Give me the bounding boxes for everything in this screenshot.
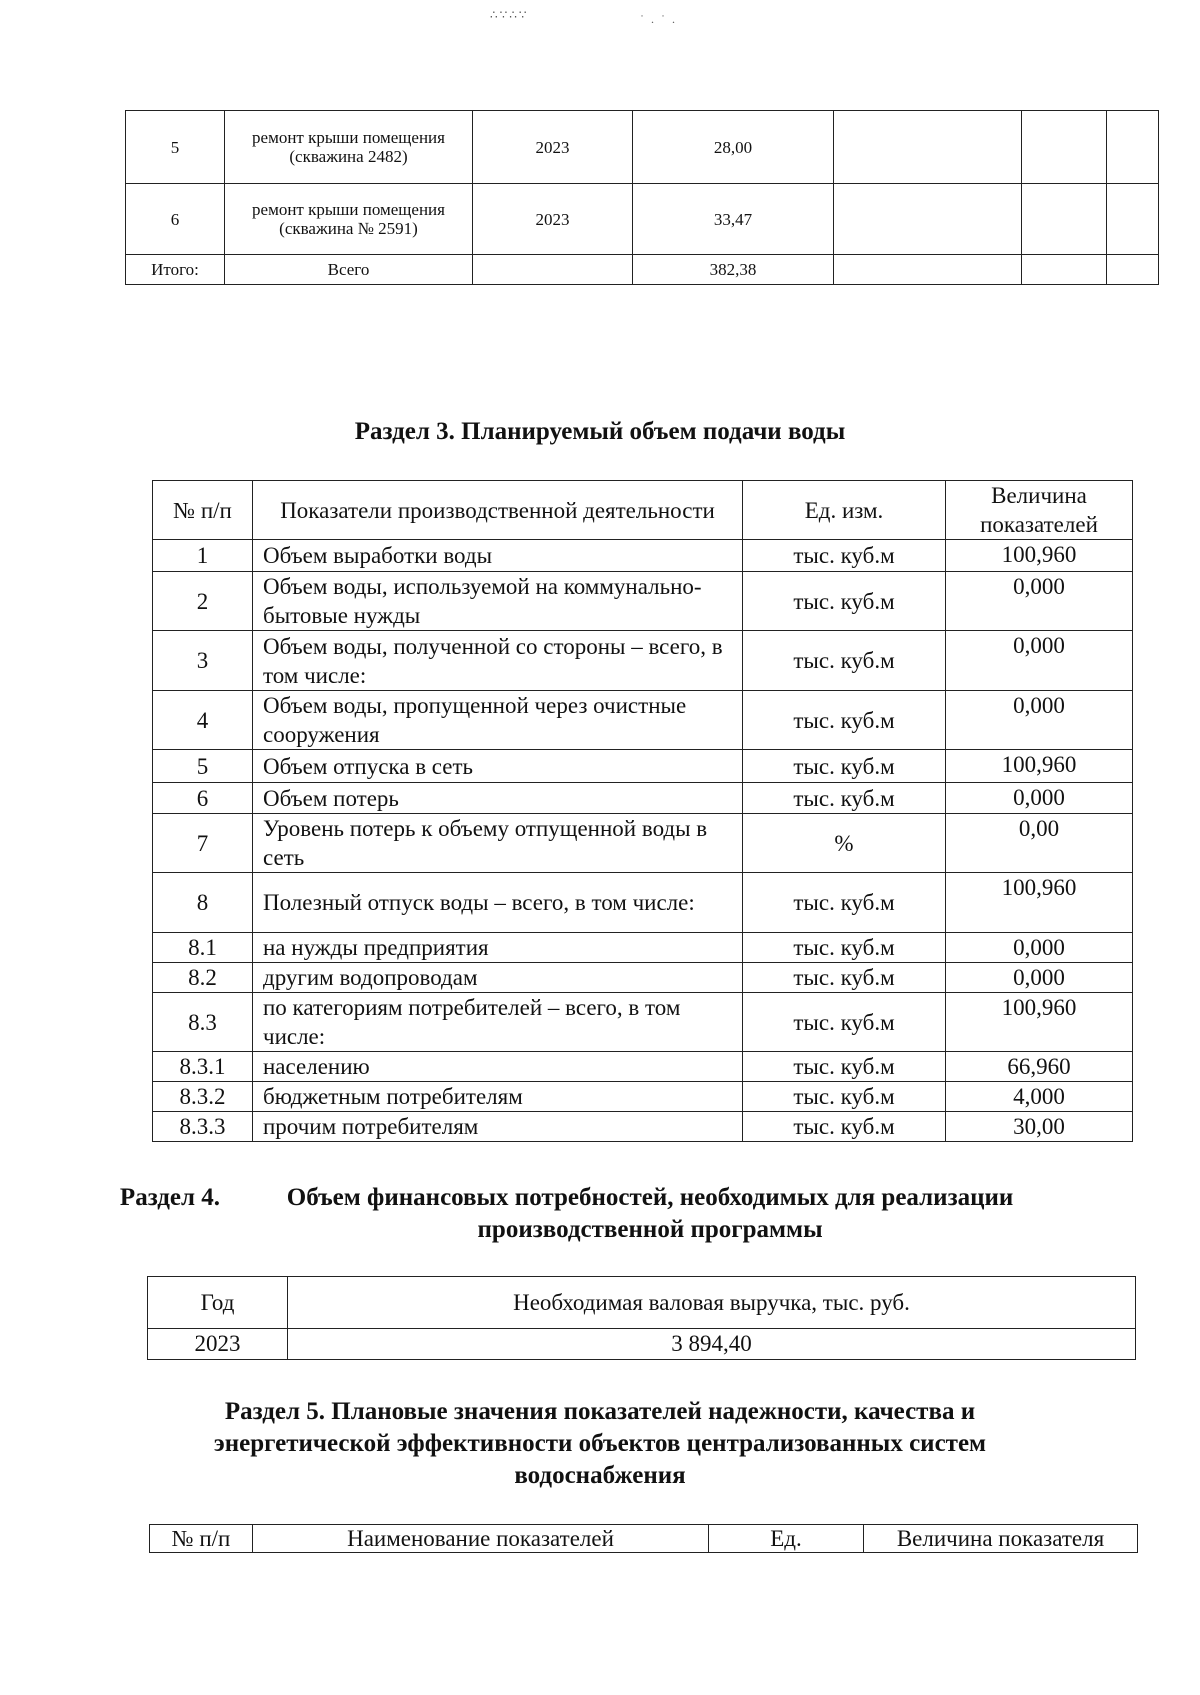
header-unit: Ед. изм.: [743, 481, 946, 540]
table-row: [153, 933, 1133, 963]
table-row: [153, 691, 1133, 750]
table-header: [148, 1277, 1136, 1329]
indicator-value: 0,000: [946, 783, 1133, 814]
total-amount: 382,38: [633, 255, 834, 285]
header-num: № п/п: [150, 1525, 253, 1553]
revenue-year: 2023: [148, 1329, 288, 1360]
indicator-value: 100,960: [946, 750, 1133, 783]
scan-artifact: ˙ . ˙ .: [640, 12, 677, 26]
empty-cell: [1107, 255, 1159, 285]
empty-cell: [1022, 255, 1107, 285]
row-number: 8.3.3: [153, 1112, 253, 1142]
total-row: [126, 255, 1159, 285]
header-name: Наименование показателей: [253, 1525, 709, 1553]
indicator-value: 4,000: [946, 1082, 1133, 1112]
total-year: [473, 255, 633, 285]
row-number: 6: [153, 783, 253, 814]
works-table: [125, 110, 1159, 285]
row-number: 5: [126, 111, 225, 184]
indicator-name: прочим потребителям: [253, 1112, 743, 1142]
indicator-value: 100,960: [946, 993, 1133, 1052]
row-number: 4: [153, 691, 253, 750]
section-5-number: Раздел 5.: [224, 1398, 326, 1425]
work-name: ремонт крыши помещения (скважина № 2591): [225, 184, 473, 255]
row-number: 8.1: [153, 933, 253, 963]
table-header: [153, 481, 1133, 540]
header-value: Величина показателя: [864, 1525, 1138, 1553]
row-number: 8.2: [153, 963, 253, 993]
indicator-value: 0,000: [946, 631, 1133, 691]
table-row: [153, 993, 1133, 1052]
indicator-value: 0,00: [946, 814, 1133, 873]
empty-cell: [834, 255, 1022, 285]
empty-cell: [1107, 184, 1159, 255]
section-3-title: [0, 416, 1200, 448]
row-number: 8.3: [153, 993, 253, 1052]
indicator-unit: тыс. куб.м: [743, 691, 946, 750]
indicator-unit: тыс. куб.м: [743, 1052, 946, 1082]
table-row: [153, 1052, 1133, 1082]
indicator-unit: тыс. куб.м: [743, 963, 946, 993]
table-row: [153, 814, 1133, 873]
indicator-name: Объем воды, полученной со стороны – всего, в том числе:: [253, 631, 743, 691]
indicator-value: 0,000: [946, 963, 1133, 993]
section-5-text: Плановые значения показателей надежности, качества и энергетической эффективности объектов централизованных систем водоснабжения: [213, 1398, 987, 1489]
section-3-text: Планируемый объем подачи воды: [454, 418, 846, 445]
indicator-name: бюджетным потребителям: [253, 1082, 743, 1112]
indicator-unit: тыс. куб.м: [743, 540, 946, 572]
table-row: [153, 963, 1133, 993]
section-5-title: [0, 1396, 1200, 1492]
empty-cell: [834, 184, 1022, 255]
section-4-text: Объем финансовых потребностей, необходимых для реализации производственной программы: [286, 1184, 1014, 1243]
work-year: 2023: [473, 184, 633, 255]
header-indicator: Показатели производственной деятельности: [253, 481, 743, 540]
table-row: [153, 631, 1133, 691]
indicator-unit: тыс. куб.м: [743, 572, 946, 631]
indicator-name: Полезный отпуск воды – всего, в том числе:: [253, 873, 743, 933]
indicator-value: 0,000: [946, 572, 1133, 631]
indicator-name: Уровень потерь к объему отпущенной воды в сеть: [253, 814, 743, 873]
indicator-unit: тыс. куб.м: [743, 1112, 946, 1142]
header-unit: Ед.: [709, 1525, 864, 1553]
table-row: [153, 750, 1133, 783]
table-row: [153, 1112, 1133, 1142]
table-row: [153, 783, 1133, 814]
table-header: [150, 1525, 1138, 1553]
indicator-unit: тыс. куб.м: [743, 933, 946, 963]
empty-cell: [1022, 111, 1107, 184]
indicator-name: Объем отпуска в сеть: [253, 750, 743, 783]
indicator-name: по категориям потребителей – всего, в том числе:: [253, 993, 743, 1052]
indicator-unit: тыс. куб.м: [743, 1082, 946, 1112]
row-number: 7: [153, 814, 253, 873]
indicator-name: Объем выработки воды: [253, 540, 743, 572]
empty-cell: [1107, 111, 1159, 184]
revenue-value: 3 894,40: [288, 1329, 1136, 1360]
scan-artifact: ∴∵∴∵: [490, 8, 529, 22]
row-number: 3: [153, 631, 253, 691]
section-4-number: Раздел 4.: [119, 1184, 221, 1211]
table-row: [153, 540, 1133, 572]
empty-cell: [834, 111, 1022, 184]
indicator-unit: тыс. куб.м: [743, 631, 946, 691]
indicator-unit: тыс. куб.м: [743, 993, 946, 1052]
work-name: ремонт крыши помещения (скважина 2482): [225, 111, 473, 184]
header-value: Величина показателей: [946, 481, 1133, 540]
section-3-number: Раздел 3.: [354, 418, 455, 445]
indicator-name: населению: [253, 1052, 743, 1082]
indicator-unit: тыс. куб.м: [743, 783, 946, 814]
indicator-value: 100,960: [946, 540, 1133, 572]
row-number: 8.3.2: [153, 1082, 253, 1112]
table-row: [153, 1082, 1133, 1112]
reliability-indicators-table: [149, 1524, 1138, 1553]
indicator-name: другим водопроводам: [253, 963, 743, 993]
indicator-value: 0,000: [946, 691, 1133, 750]
empty-cell: [1022, 184, 1107, 255]
row-number: 6: [126, 184, 225, 255]
indicator-name: Объем воды, используемой на коммунально-бытовые нужды: [253, 572, 743, 631]
table-row: [126, 111, 1159, 184]
indicator-unit: тыс. куб.м: [743, 750, 946, 783]
header-num: № п/п: [153, 481, 253, 540]
table-row: [148, 1329, 1136, 1360]
financial-needs-table: [147, 1276, 1136, 1360]
indicator-value: 100,960: [946, 873, 1133, 933]
row-number: 8: [153, 873, 253, 933]
section-4-title: [0, 1182, 1200, 1246]
indicator-value: 0,000: [946, 933, 1133, 963]
work-amount: 28,00: [633, 111, 834, 184]
work-year: 2023: [473, 111, 633, 184]
total-name: Всего: [225, 255, 473, 285]
table-row: [153, 572, 1133, 631]
work-amount: 33,47: [633, 184, 834, 255]
total-label: Итого:: [126, 255, 225, 285]
indicator-unit: %: [743, 814, 946, 873]
indicator-value: 66,960: [946, 1052, 1133, 1082]
row-number: 8.3.1: [153, 1052, 253, 1082]
header-revenue: Необходимая валовая выручка, тыс. руб.: [288, 1277, 1136, 1329]
indicator-name: Объем потерь: [253, 783, 743, 814]
row-number: 2: [153, 572, 253, 631]
indicator-name: на нужды предприятия: [253, 933, 743, 963]
indicator-unit: тыс. куб.м: [743, 873, 946, 933]
indicator-name: Объем воды, пропущенной через очистные сооружения: [253, 691, 743, 750]
header-year: Год: [148, 1277, 288, 1329]
water-supply-table: [152, 480, 1133, 1142]
row-number: 5: [153, 750, 253, 783]
table-row: [126, 184, 1159, 255]
indicator-value: 30,00: [946, 1112, 1133, 1142]
row-number: 1: [153, 540, 253, 572]
table-row: [153, 873, 1133, 933]
